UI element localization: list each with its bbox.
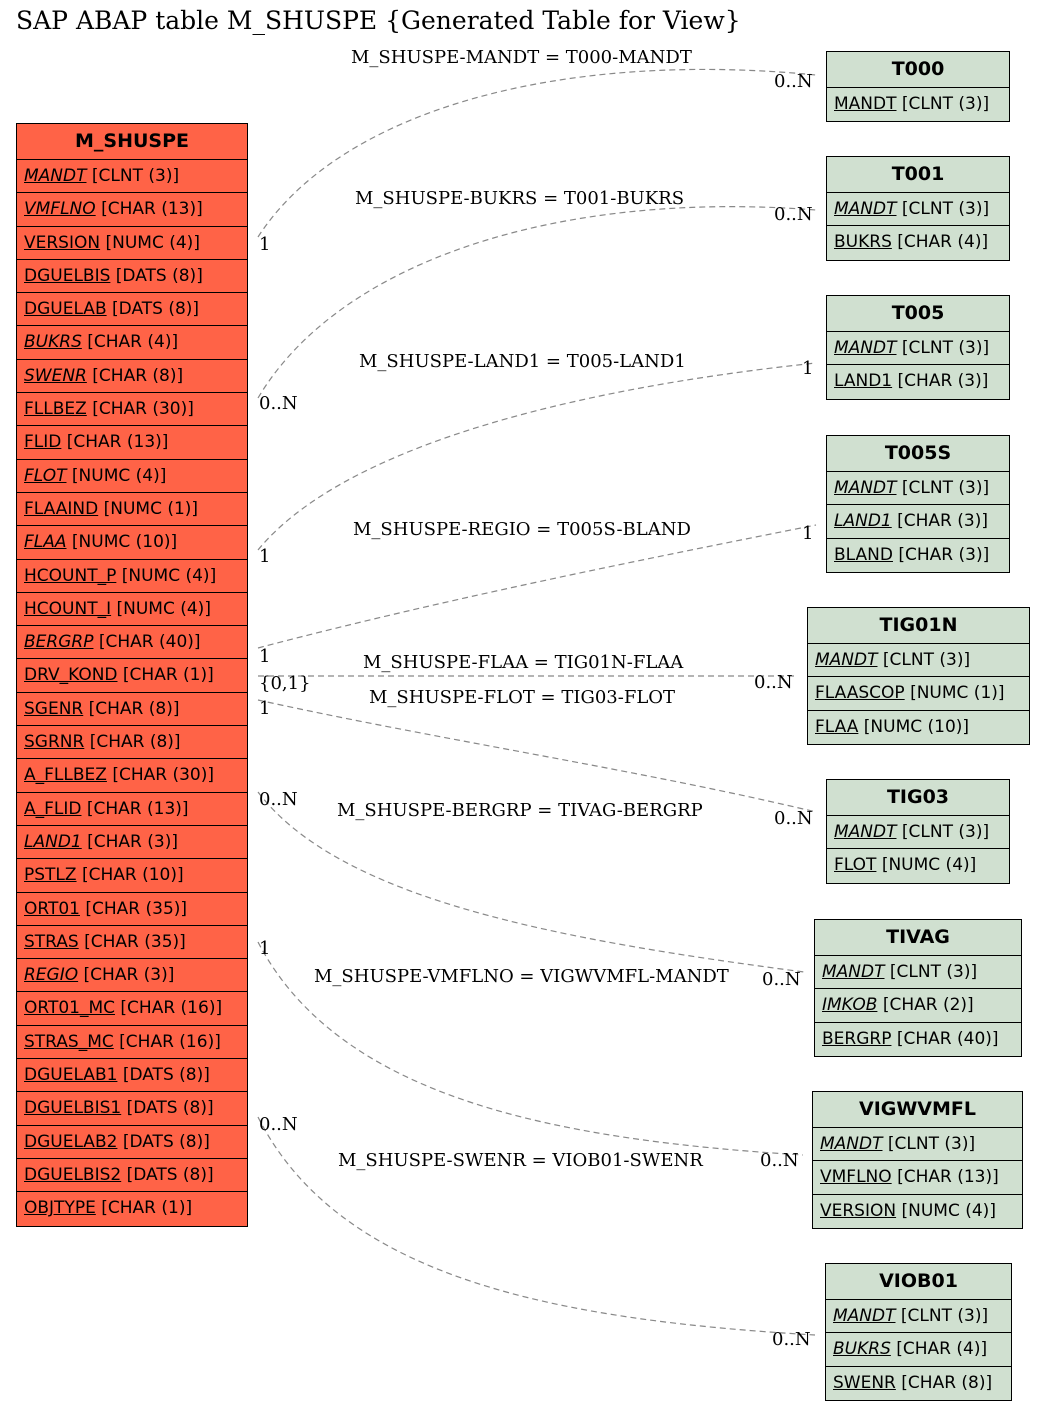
field-type: [DATS (8)] <box>115 265 203 286</box>
field-type: [CLNT (3)] <box>91 166 180 186</box>
field-row <box>827 226 1009 259</box>
field-type: [CHAR (13)] <box>66 432 169 453</box>
field-type: [CHAR (1)] <box>101 1198 193 1219</box>
field-name: FLOT <box>834 855 877 876</box>
relation-label: M_SHUSPE-REGIO = T005S-BLAND <box>353 519 691 540</box>
field-type: [CHAR (3)] <box>897 371 989 392</box>
field-name: ORT01_MC <box>24 998 116 1019</box>
field-name: VERSION <box>24 232 101 253</box>
field-row <box>808 677 1029 710</box>
field-row <box>827 849 1009 882</box>
field-type: [CHAR (3)] <box>87 831 178 852</box>
field-row <box>17 893 247 926</box>
field-type: [CHAR (13)] <box>86 798 189 819</box>
field-type: [CLNT (3)] <box>900 1306 989 1326</box>
field-row <box>813 1161 1022 1194</box>
field-row <box>17 1126 247 1159</box>
table-header: VIOB01 <box>826 1264 1011 1300</box>
field-row <box>17 560 247 593</box>
field-name: A_FLID <box>24 798 82 819</box>
table-header: T000 <box>827 52 1009 88</box>
field-row <box>17 959 247 992</box>
table-t005 <box>826 295 1010 400</box>
field-name: SGENR <box>24 698 84 719</box>
field-row <box>17 426 247 459</box>
field-row <box>17 493 247 526</box>
field-type: [NUMC (4)] <box>116 598 211 619</box>
field-type: [CHAR (3)] <box>898 544 990 565</box>
field-name: FLLBEZ <box>24 399 87 420</box>
field-name: FLOT <box>24 465 67 486</box>
field-type: [DATS (8)] <box>126 1098 214 1119</box>
field-row <box>813 1128 1022 1161</box>
cardinality-target: 0..N <box>774 71 813 92</box>
table-header: TIG01N <box>808 608 1029 644</box>
field-name: SWENR <box>24 365 87 386</box>
field-type: [NUMC (4)] <box>121 565 217 586</box>
field-name: DGUELAB <box>24 299 107 320</box>
cardinality-source: 1 <box>259 698 271 719</box>
field-row <box>827 193 1009 226</box>
field-type: [CHAR (30)] <box>92 399 194 420</box>
field-name: MANDT <box>24 166 87 186</box>
field-row <box>17 326 247 359</box>
field-row <box>827 88 1009 121</box>
relation-label: M_SHUSPE-VMFLNO = VIGWVMFL-MANDT <box>314 966 729 987</box>
table-tivag <box>814 919 1022 1057</box>
field-type: [CHAR (8)] <box>88 698 180 719</box>
field-type: [CHAR (35)] <box>85 898 188 919</box>
cardinality-target: 0..N <box>762 969 801 990</box>
field-type: [CHAR (13)] <box>101 199 203 220</box>
field-name: MANDT <box>822 962 885 982</box>
field-name: LAND1 <box>834 511 892 532</box>
field-type: [CHAR (13)] <box>897 1167 999 1188</box>
field-row <box>17 626 247 659</box>
relation-line-t000 <box>258 69 816 237</box>
cardinality-source: 0..N <box>259 393 298 414</box>
relation-line-t005s <box>258 525 816 648</box>
field-row <box>815 1023 1021 1056</box>
field-row <box>815 956 1021 989</box>
cardinality-source: 1 <box>259 938 271 959</box>
cardinality-target: 1 <box>802 358 814 379</box>
field-type: [NUMC (4)] <box>71 465 167 486</box>
field-type: [CLNT (3)] <box>901 338 990 358</box>
field-name: LAND1 <box>24 831 82 852</box>
table-m_shuspe <box>16 123 248 1227</box>
field-name: FLAA <box>24 532 67 553</box>
field-name: PSTLZ <box>24 865 77 886</box>
field-row <box>17 659 247 692</box>
field-type: [CLNT (3)] <box>901 478 990 498</box>
field-name: LAND1 <box>834 371 893 392</box>
relation-label: M_SHUSPE-FLAA = TIG01N-FLAA <box>363 652 684 673</box>
relation-label: M_SHUSPE-SWENR = VIOB01-SWENR <box>338 1150 703 1171</box>
field-type: [CHAR (4)] <box>87 332 179 353</box>
table-header: T005S <box>827 436 1009 472</box>
field-name: A_FLLBEZ <box>24 765 107 786</box>
field-row <box>827 816 1009 849</box>
field-name: MANDT <box>834 199 897 219</box>
field-type: [CHAR (8)] <box>901 1372 993 1393</box>
field-name: ORT01 <box>24 898 80 919</box>
table-header: M_SHUSPE <box>17 124 247 160</box>
field-name: VMFLNO <box>24 199 96 220</box>
field-row <box>17 293 247 326</box>
field-row <box>17 227 247 260</box>
table-header: VIGWVMFL <box>813 1092 1022 1128</box>
table-vigwvmfl <box>812 1091 1023 1229</box>
field-row <box>17 759 247 792</box>
field-name: IMKOB <box>822 995 878 1016</box>
field-row <box>17 460 247 493</box>
field-name: MANDT <box>834 478 897 498</box>
field-row <box>17 859 247 892</box>
field-type: [CHAR (16)] <box>119 1031 221 1052</box>
field-row <box>827 472 1009 505</box>
field-name: FLAA <box>815 716 859 737</box>
relation-label: M_SHUSPE-BUKRS = T001-BUKRS <box>355 188 685 209</box>
field-type: [CHAR (4)] <box>897 232 989 253</box>
cardinality-target: 0..N <box>774 204 813 225</box>
field-row <box>827 332 1009 365</box>
field-row <box>17 726 247 759</box>
field-name: SWENR <box>833 1372 896 1393</box>
field-type: [CHAR (16)] <box>120 998 223 1019</box>
field-row <box>826 1367 1011 1400</box>
field-type: [DATS (8)] <box>112 299 200 320</box>
field-row <box>815 989 1021 1022</box>
table-header: T005 <box>827 296 1009 332</box>
field-name: DGUELAB2 <box>24 1131 118 1152</box>
field-row <box>827 539 1009 572</box>
field-type: [CLNT (3)] <box>901 199 990 219</box>
table-tig01n <box>807 607 1030 745</box>
table-t005s <box>826 435 1010 573</box>
field-name: BERGRP <box>822 1028 892 1049</box>
field-name: VMFLNO <box>820 1167 892 1188</box>
field-row <box>17 1159 247 1192</box>
field-row <box>808 644 1029 677</box>
field-name: REGIO <box>24 965 79 986</box>
field-name: OBJTYPE <box>24 1198 96 1219</box>
field-row <box>813 1195 1022 1228</box>
field-type: [NUMC (1)] <box>910 683 1005 704</box>
field-name: HCOUNT_I <box>24 598 112 619</box>
field-type: [CHAR (1)] <box>122 665 214 686</box>
field-row <box>17 593 247 626</box>
field-name: DRV_KOND <box>24 665 118 686</box>
relation-label: M_SHUSPE-FLOT = TIG03-FLOT <box>369 687 676 708</box>
field-row <box>17 1026 247 1059</box>
relation-line-tig03 <box>258 700 816 812</box>
table-header: T001 <box>827 157 1009 193</box>
field-row <box>17 926 247 959</box>
cardinality-source: 0..N <box>259 789 298 810</box>
field-type: [CHAR (3)] <box>897 511 988 532</box>
field-type: [DATS (8)] <box>122 1131 210 1152</box>
table-header: TIVAG <box>815 920 1021 956</box>
field-name: FLAASCOP <box>815 683 905 704</box>
field-name: MANDT <box>820 1134 883 1154</box>
cardinality-target: 1 <box>802 523 814 544</box>
field-name: BUKRS <box>834 232 892 253</box>
field-type: [NUMC (4)] <box>881 855 977 876</box>
field-row <box>17 360 247 393</box>
field-type: [CLNT (3)] <box>889 962 978 982</box>
field-name: VERSION <box>820 1200 897 1221</box>
field-type: [CHAR (4)] <box>896 1339 988 1360</box>
table-t001 <box>826 156 1010 261</box>
field-row <box>827 505 1009 538</box>
field-name: BUKRS <box>24 332 82 353</box>
table-t000 <box>826 51 1010 122</box>
field-name: FLAAIND <box>24 498 99 519</box>
field-type: [CHAR (10)] <box>81 865 184 886</box>
field-type: [CLNT (3)] <box>887 1134 976 1154</box>
field-row <box>17 1059 247 1092</box>
field-row <box>17 693 247 726</box>
cardinality-source: {0,1} <box>259 673 311 694</box>
field-type: [CHAR (30)] <box>112 765 214 786</box>
field-row <box>17 793 247 826</box>
relation-label: M_SHUSPE-BERGRP = TIVAG-BERGRP <box>337 800 703 821</box>
field-row <box>826 1333 1011 1366</box>
cardinality-target: 0..N <box>772 1329 811 1350</box>
field-type: [DATS (8)] <box>126 1164 214 1185</box>
field-row <box>17 160 247 193</box>
field-type: [CHAR (8)] <box>89 732 181 753</box>
field-row <box>808 711 1029 744</box>
cardinality-source: 1 <box>259 546 271 567</box>
field-name: SGRNR <box>24 732 85 753</box>
field-name: BUKRS <box>833 1339 891 1360</box>
cardinality-source: 1 <box>259 646 271 667</box>
field-type: [NUMC (4)] <box>105 232 200 253</box>
field-type: [CLNT (3)] <box>882 650 971 670</box>
field-row <box>17 1192 247 1225</box>
field-type: [CHAR (40)] <box>98 632 201 653</box>
field-type: [DATS (8)] <box>122 1065 210 1086</box>
field-name: HCOUNT_P <box>24 565 117 586</box>
cardinality-source: 1 <box>259 234 271 255</box>
field-row <box>17 393 247 426</box>
field-row <box>826 1300 1011 1333</box>
relation-label: M_SHUSPE-LAND1 = T005-LAND1 <box>359 351 686 372</box>
field-name: MANDT <box>834 338 897 358</box>
field-type: [NUMC (1)] <box>103 498 199 519</box>
relation-label: M_SHUSPE-MANDT = T000-MANDT <box>351 47 692 68</box>
field-name: DGUELBIS1 <box>24 1098 122 1119</box>
table-tig03 <box>826 779 1010 884</box>
field-type: [CHAR (35)] <box>84 931 186 952</box>
cardinality-target: 0..N <box>774 808 813 829</box>
field-type: [NUMC (4)] <box>901 1200 996 1221</box>
field-type: [NUMC (10)] <box>71 532 178 553</box>
field-name: DGUELAB1 <box>24 1065 118 1086</box>
cardinality-source: 0..N <box>259 1114 298 1135</box>
field-name: STRAS <box>24 931 79 952</box>
field-type: [CLNT (3)] <box>901 94 990 114</box>
cardinality-target: 0..N <box>760 1150 799 1171</box>
field-name: DGUELBIS <box>24 265 111 286</box>
field-row <box>17 260 247 293</box>
field-type: [NUMC (10)] <box>863 716 970 737</box>
field-name: MANDT <box>834 94 897 114</box>
field-name: FLID <box>24 432 62 453</box>
field-name: MANDT <box>833 1306 896 1326</box>
field-type: [CLNT (3)] <box>901 822 990 842</box>
field-name: DGUELBIS2 <box>24 1164 122 1185</box>
field-name: BLAND <box>834 544 893 565</box>
table-header: TIG03 <box>827 780 1009 816</box>
field-name: BERGRP <box>24 632 94 653</box>
table-viob01 <box>825 1263 1012 1401</box>
field-row <box>17 992 247 1025</box>
field-row <box>17 826 247 859</box>
field-row <box>17 526 247 559</box>
field-row <box>17 193 247 226</box>
cardinality-target: 0..N <box>754 672 793 693</box>
field-type: [CHAR (2)] <box>882 995 974 1016</box>
field-type: [CHAR (8)] <box>92 365 184 386</box>
field-name: MANDT <box>834 822 897 842</box>
field-row <box>17 1092 247 1125</box>
field-type: [CHAR (40)] <box>896 1028 999 1049</box>
field-type: [CHAR (3)] <box>83 965 175 986</box>
field-row <box>827 365 1009 398</box>
field-name: MANDT <box>815 650 878 670</box>
field-name: STRAS_MC <box>24 1031 114 1052</box>
diagram-title: SAP ABAP table M_SHUSPE {Generated Table for View} <box>16 6 741 35</box>
